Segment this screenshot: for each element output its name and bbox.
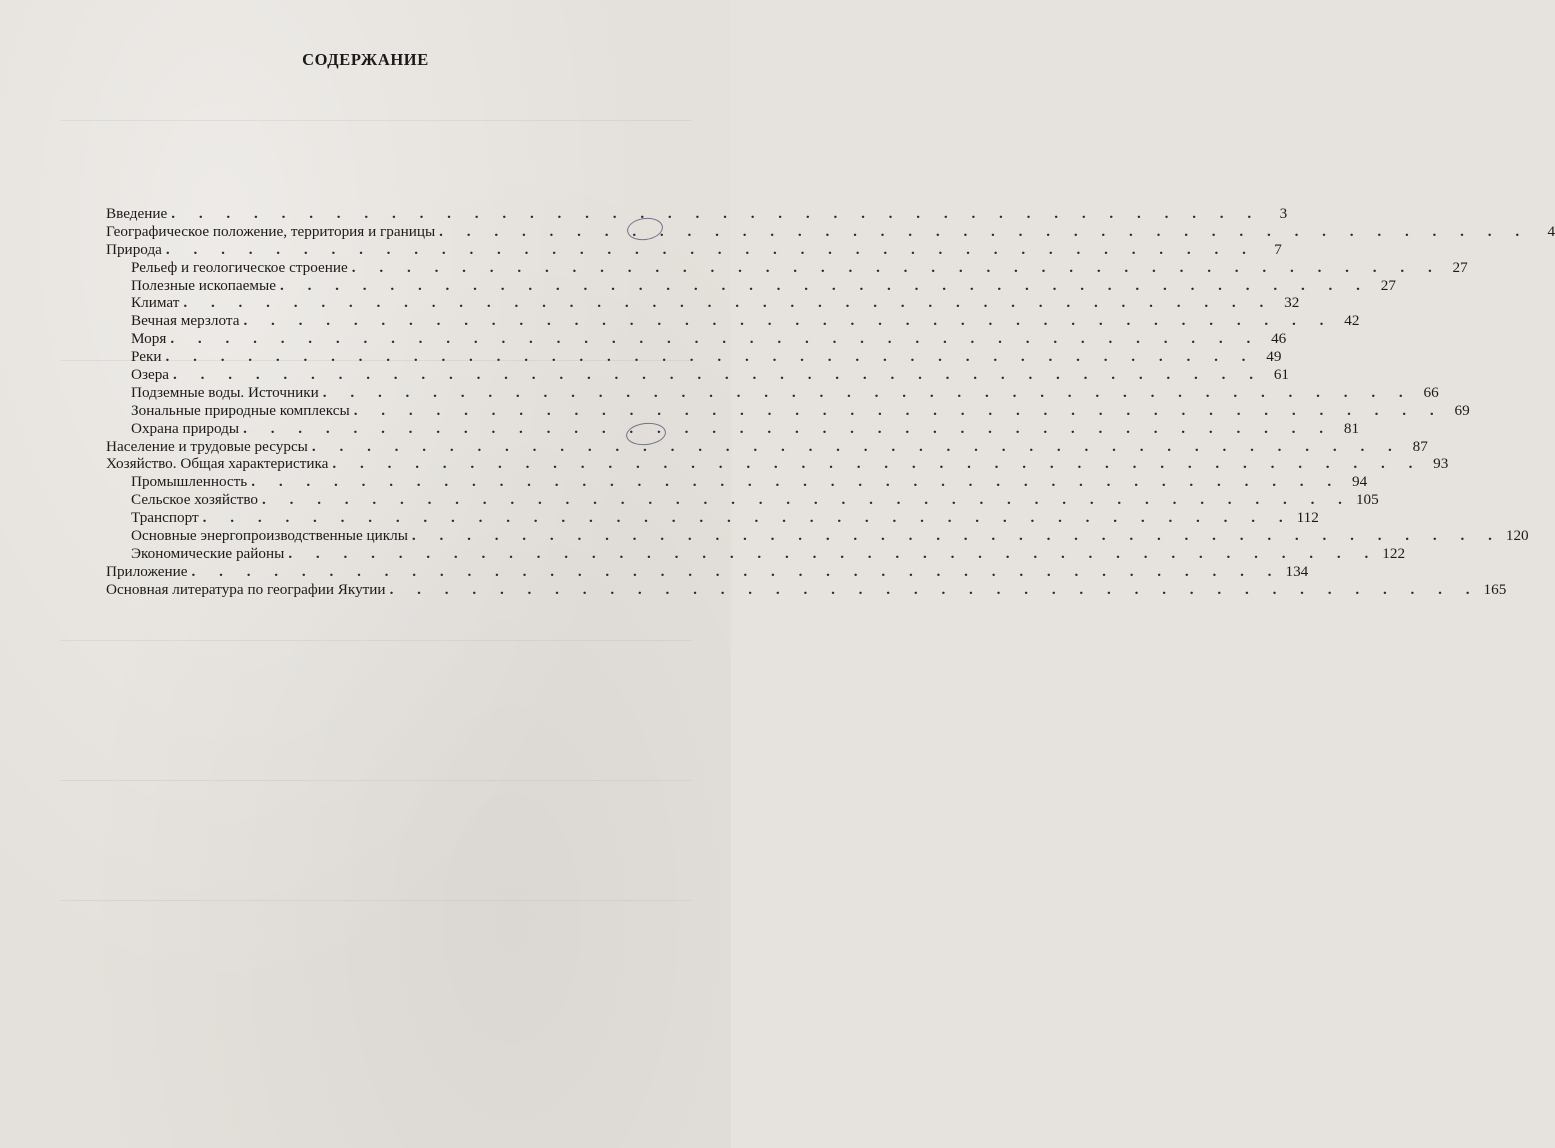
toc-entry xyxy=(106,205,1288,223)
dot-leader: . . . . . . . . . . . . . . . . . . . . . . . . . . . . . . . . . . . . . . . . xyxy=(183,294,1274,312)
toc-entry xyxy=(106,240,1282,259)
toc-entry-label: Климат xyxy=(131,294,180,312)
dot-leader: . . . . . . . . . . . . . . . . . . . . . . . . . . . . . . . . . . . . . . . . xyxy=(165,348,1256,366)
toc-entry-page-number: 122 xyxy=(1382,544,1406,562)
dot-leader: . . . . . . . . . . . . . . . . . . . . . . . . . . . . . . . . . . . . . . . . xyxy=(170,330,1261,348)
dot-leader: . . . . . . . . . . . . . . . . . . . . . . . . . . . . . . . . . . . . . . . . xyxy=(243,312,1334,330)
dot-leader: . . . . . . . . . . . . . . . . . . . . . . . . . . . . . . . . . . . . . . . . xyxy=(262,491,1352,509)
dot-leader: . . . . . . . . . . . . . . . . . . . . . . . . . . . . . . . . . . . . . . . . xyxy=(311,437,1402,455)
toc-entry-label: Зональные природные комплексы xyxy=(131,401,350,419)
toc-entry-label: Промышленность xyxy=(131,473,248,491)
toc-entry-label: Введение xyxy=(106,205,168,222)
toc-entry-label: Охрана природы xyxy=(131,419,240,437)
bleed-through-line xyxy=(60,120,691,121)
toc-entry xyxy=(106,383,1439,402)
dot-leader: . . . . . . . . . . . . . . . . . . . . . . . . . . . . . . . . . . . . . . . . xyxy=(202,509,1293,527)
toc-entry xyxy=(106,419,1360,438)
dot-leader: . . . . . . . . . . . . . . . . . . . . . . . . . . . . . . . . . . . . . . . . xyxy=(322,383,1413,401)
dot-leader: . . . . . . . . . . . . . . . . . . . . . . . . . . . . . . . . . . . . . . . . xyxy=(165,240,1256,258)
toc-entry-page-number: 4 xyxy=(1547,222,1555,240)
dot-leader: . . . . . . . . . . . . . . . . . . . . . . . . . . . . . . . . . . . . . . . . xyxy=(171,205,1262,222)
toc-entry-label: Транспорт xyxy=(131,509,199,527)
toc-entry-page-number: 112 xyxy=(1296,509,1319,527)
toc-entry-page-number: 3 xyxy=(1279,205,1288,222)
toc-entry-label: Приложение xyxy=(106,562,188,580)
toc-entry xyxy=(106,276,1396,295)
toc-entry xyxy=(106,473,1368,491)
toc-entry xyxy=(106,330,1287,348)
toc-entry xyxy=(106,401,1470,420)
toc-entry xyxy=(106,348,1282,366)
toc-entry-label: Моря xyxy=(131,330,167,348)
toc-entry-label: Экономические районы xyxy=(131,544,285,562)
dot-leader: . . . . . . . . . . . . . . . . . . . . . . . . . . . . . . . . . . . . . . . . xyxy=(191,562,1282,580)
toc-entry-label: Природа xyxy=(106,240,162,258)
toc-entry-label: Подземные воды. Источники xyxy=(131,383,319,401)
dot-leader: . . . . . . . . . . . . . . . . . . . . . . . . . . . . . . . . . . . . . . . . xyxy=(439,222,1530,240)
toc-entry-page-number: 7 xyxy=(1274,240,1282,258)
toc-entry-page-number: 105 xyxy=(1355,491,1379,509)
page-title: СОДЕРЖАНИЕ xyxy=(302,50,429,69)
toc-entry-label: Хозяйство. Общая характеристика xyxy=(106,455,329,473)
dot-leader: . . . . . . . . . . . . . . . . . . . . . . . . . . . . . . . . . . . . . . . . xyxy=(251,473,1342,491)
toc-entry xyxy=(106,222,1555,241)
dot-leader: . . . . . . . . . . . . . . . . . . . . . . . . . . . . . . . . . . . . . . . . xyxy=(389,580,1480,598)
toc-entry xyxy=(106,294,1300,312)
toc-entry xyxy=(106,258,1468,277)
toc-entry-page-number: 49 xyxy=(1266,348,1282,366)
dot-leader: . . . . . . . . . . . . . . . . . . . . . . . . . . . . . . . . . . . . . . . . xyxy=(353,401,1444,419)
toc-entry-label: Реки xyxy=(131,348,162,366)
dot-leader: . . . . . . . . . . . . . . . . . . . . . . . . . . . . . . . . . . . . . . . . xyxy=(351,258,1442,276)
dot-leader: . . . . . . . . . . . . . . . . . . . . . . . . . . . . . . . . . . . . . . . . xyxy=(411,527,1502,545)
toc-entry xyxy=(106,437,1428,456)
toc-entry-page-number: 46 xyxy=(1271,330,1287,348)
toc-entry-label: Полезные ископаемые xyxy=(131,276,276,294)
toc-entry xyxy=(106,580,1507,599)
toc-entry-page-number: 61 xyxy=(1273,366,1289,384)
toc-entry xyxy=(106,491,1379,509)
toc-entry xyxy=(106,366,1289,384)
toc-entry-page-number: 94 xyxy=(1352,473,1368,491)
toc-entry xyxy=(106,544,1406,563)
toc-entry-page-number: 81 xyxy=(1343,419,1360,437)
toc-entry-page-number: 27 xyxy=(1452,258,1468,276)
toc-entry-page-number: 66 xyxy=(1423,383,1439,401)
toc-entry-page-number: 134 xyxy=(1285,562,1309,580)
toc-entry-label: Сельское хозяйство xyxy=(131,491,258,509)
table-of-contents xyxy=(106,205,1555,599)
dot-leader: . . . . . . . . . . . . . . . . . . . . . . . . . . . . . . . . . . . . . . . . xyxy=(243,419,1334,437)
toc-entry-label: Основные энергопроизводственные циклы xyxy=(131,527,408,545)
bleed-through-line xyxy=(60,900,691,901)
toc-entry xyxy=(106,455,1449,473)
toc-entry-page-number: 27 xyxy=(1380,276,1396,294)
dot-leader: . . . . . . . . . . . . . . . . . . . . . . . . . . . . . . . . . . . . . . . . xyxy=(288,544,1379,562)
bleed-through-line xyxy=(60,780,691,781)
toc-entry-label: Озера xyxy=(131,366,170,384)
toc-entry-label: Рельеф и геологическое строение xyxy=(131,258,348,276)
toc-entry-page-number: 165 xyxy=(1483,580,1507,598)
toc-entry-page-number: 120 xyxy=(1505,527,1529,545)
toc-entry-page-number: 42 xyxy=(1344,312,1360,330)
toc-entry xyxy=(106,562,1309,581)
toc-entry-page-number: 32 xyxy=(1284,294,1300,312)
toc-entry-page-number: 87 xyxy=(1412,437,1428,455)
bleed-through-line xyxy=(60,640,691,641)
dot-leader: . . . . . . . . . . . . . . . . . . . . . . . . . . . . . . . . . . . . . . . . xyxy=(279,276,1370,294)
toc-entry-label: Основная литература по географии Якутии xyxy=(106,580,386,598)
dot-leader: . . . . . . . . . . . . . . . . . . . . . . . . . . . . . . . . . . . . . . . . xyxy=(332,455,1423,473)
toc-entry-label: Географическое положение, территория и границы xyxy=(106,222,436,240)
toc-entry xyxy=(106,527,1529,545)
toc-entry xyxy=(106,312,1360,330)
toc-entry-page-number: 69 xyxy=(1454,401,1470,419)
dot-leader: . . . . . . . . . . . . . . . . . . . . . . . . . . . . . . . . . . . . . . . . xyxy=(173,366,1263,384)
toc-entry-label: Население и трудовые ресурсы xyxy=(106,437,308,455)
toc-entry-page-number: 93 xyxy=(1433,455,1449,473)
toc-entry-label: Вечная мерзлота xyxy=(131,312,240,330)
toc-entry xyxy=(106,509,1319,527)
